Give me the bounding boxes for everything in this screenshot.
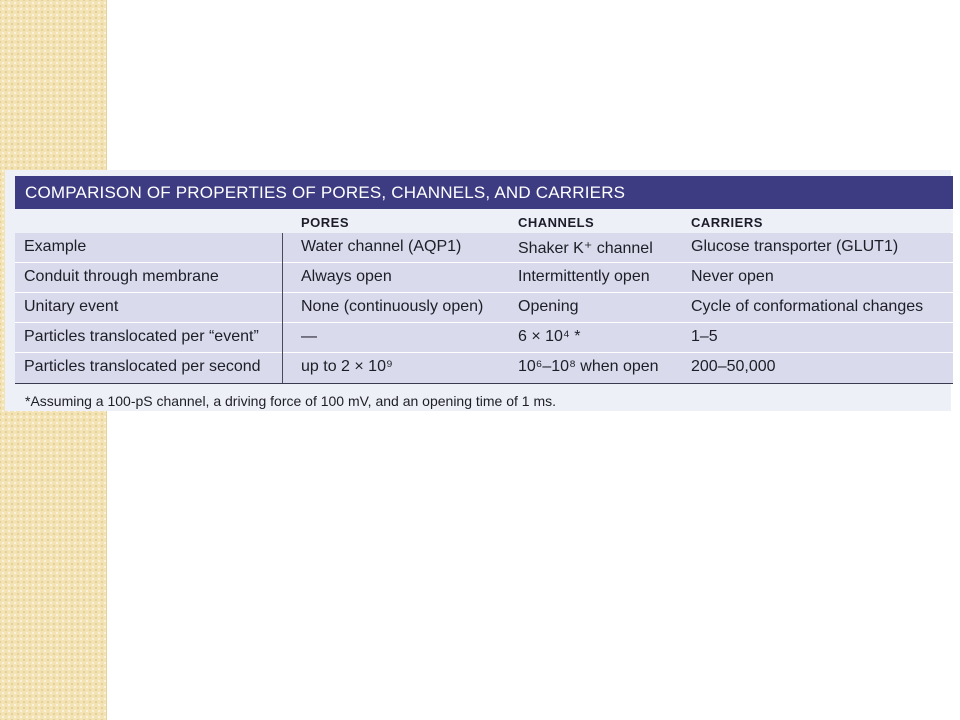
column-divider [282,233,283,383]
cell-channels: 10⁶–10⁸ when open [518,358,659,375]
cell-pores: — [301,328,317,345]
cell-pores: Water channel (AQP1) [301,238,462,255]
table-title: COMPARISON OF PROPERTIES OF PORES, CHANNELS, AND CARRIERS [15,176,953,209]
table-row [15,263,953,293]
cell-channels: Intermittently open [518,268,650,285]
row-label: Particles translocated per second [24,358,261,375]
row-label: Example [24,238,87,255]
cell-carriers: Cycle of conformational changes [691,298,924,315]
table-body [15,233,953,383]
column-header-channels: CHANNELS [518,215,595,230]
cell-pores: Always open [301,268,392,285]
table-footnote: *Assuming a 100-pS channel, a driving force of 100 mV, and an opening time of 1 ms. [25,393,557,409]
table-row [15,233,953,263]
cell-pores: up to 2 × 10⁹ [301,358,393,375]
row-label: Particles translocated per “event” [24,328,259,345]
comparison-table [5,170,951,411]
cell-channels: Shaker K⁺ channel [518,240,653,257]
table-header-row [15,210,953,232]
row-label: Conduit through membrane [24,268,219,285]
cell-pores: None (continuously open) [301,298,484,315]
row-label: Unitary event [24,298,119,315]
column-header-pores: PORES [301,215,350,230]
cell-carriers: Never open [691,268,774,285]
table-row [15,323,953,353]
table-bottom-rule [15,383,953,384]
table-row [15,353,953,382]
cell-channels: Opening [518,298,579,315]
cell-channels: 6 × 10⁴ * [518,328,581,345]
column-header-carriers: CARRIERS [691,215,763,230]
cell-carriers: Glucose transporter (GLUT1) [691,238,899,255]
table-row [15,293,953,323]
cell-carriers: 200–50,000 [691,358,776,375]
cell-carriers: 1–5 [691,328,718,345]
